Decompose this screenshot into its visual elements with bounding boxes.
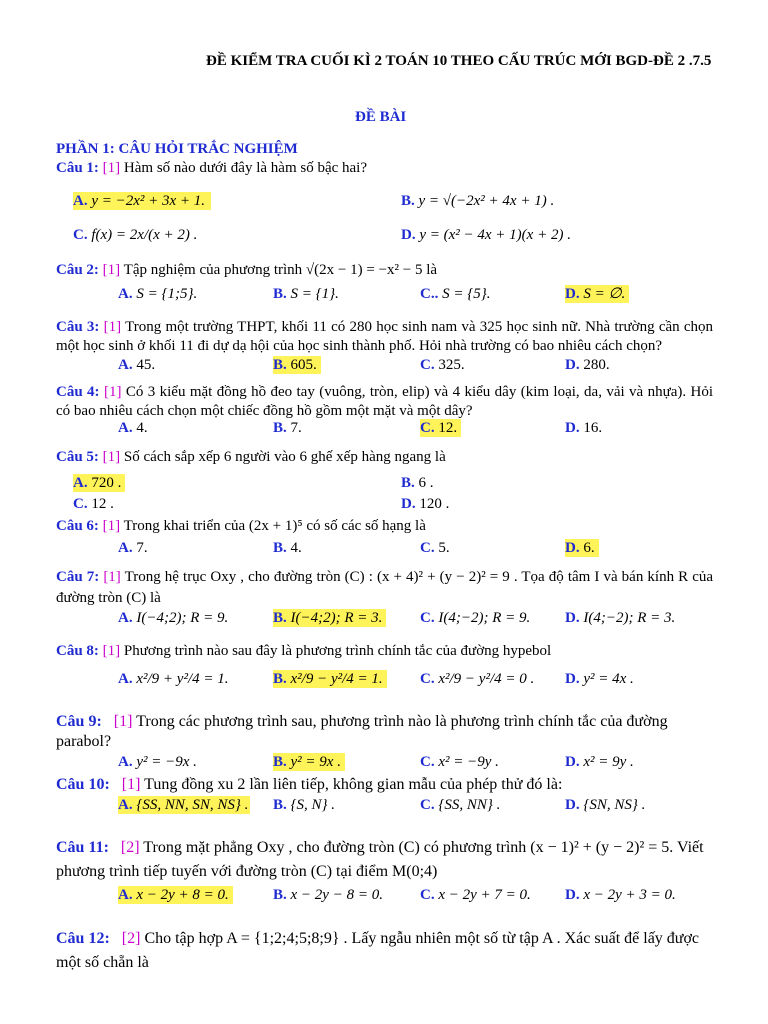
option-a[interactable]: A. 7. [118, 540, 148, 556]
option-a[interactable]: A. y = −2x² + 3x + 1. [73, 192, 211, 210]
question-12: Câu 12: [2] Cho tập hợp A = {1;2;4;5;8;9} . Lấy ngẫu nhiên một số từ tập A . Xác suất để lấy được một số chẵn là [56, 930, 700, 971]
option-a[interactable]: A. I(−4;2); R = 9. [118, 610, 229, 626]
option-b[interactable]: B. 4. [273, 540, 302, 556]
option-a[interactable]: A. 720 . [73, 474, 125, 492]
exam-title: ĐỀ KIỂM TRA CUỐI KÌ 2 TOÁN 10 THEO CẤU TRÚC MỚI BGD-ĐỀ 2 .7.5 [206, 53, 712, 69]
option-b[interactable]: B. y = √(−2x² + 4x + 1) . [401, 193, 555, 209]
option-d[interactable]: D. 120 . [401, 496, 450, 512]
question-7: Câu 7: [1] Trong hệ trục Oxy , cho đường tròn (C) : (x + 4)² + (y − 2)² = 9 . Tọa độ tâm I và bán kính R của đường tròn (C) là [56, 569, 714, 606]
option-b[interactable]: B. y² = 9x . [273, 753, 345, 771]
option-b[interactable]: B. 605. [273, 356, 321, 374]
option-d[interactable]: D. x − 2y + 3 = 0. [565, 887, 676, 903]
option-a[interactable]: A. y² = −9x . [118, 754, 197, 770]
option-a[interactable]: A. 45. [118, 357, 156, 373]
option-c[interactable]: C. x − 2y + 7 = 0. [420, 887, 531, 903]
option-b[interactable]: B. 6 . [401, 475, 434, 491]
question-text: Hàm số nào dưới đây là hàm số bậc hai? [123, 160, 367, 176]
option-c[interactable]: C. 325. [420, 357, 465, 373]
option-c[interactable]: C. 5. [420, 540, 450, 556]
option-b[interactable]: B. {S, N} . [273, 797, 336, 813]
option-b[interactable]: B. 7. [273, 420, 302, 436]
question-8: Câu 8: [1] Phương trình nào sau đây là phương trình chính tắc của đường hypebol [56, 643, 552, 659]
option-b[interactable]: B. x²/9 − y²/4 = 1. [273, 670, 387, 688]
option-a[interactable]: A. 4. [118, 420, 148, 436]
question-1 [56, 159, 367, 177]
option-d[interactable]: D. y = (x² − 4x + 1)(x + 2) . [401, 227, 571, 243]
option-b[interactable]: B. x − 2y − 8 = 0. [273, 887, 383, 903]
option-c[interactable]: C. 12. [420, 419, 461, 437]
option-d[interactable]: D. I(4;−2); R = 3. [565, 610, 676, 626]
option-d[interactable]: D. 280. [565, 357, 610, 373]
option-d[interactable]: D. {SN, NS} . [565, 797, 646, 813]
option-d[interactable]: D. x² = 9y . [565, 754, 634, 770]
option-a[interactable]: A. x − 2y + 8 = 0. [118, 886, 233, 904]
option-b[interactable]: B. S = {1}. [273, 286, 339, 302]
question-level: [1] [102, 160, 121, 176]
question-4: Câu 4: [1] Có 3 kiểu mặt đồng hồ đeo tay (vuông, tròn, elip) và 4 kiểu dây (kim loại, da, vải và nhựa). Hỏi có bao nhiêu cách chọn một chiếc đồng hồ gồm một mặt và một dây? [56, 384, 714, 419]
option-b[interactable]: B. I(−4;2); R = 3. [273, 609, 386, 627]
question-3: Câu 3: [1] Trong một trường THPT, khối 11 có 280 học sinh nam và 325 học sinh nữ. Nhà trường cần chọn một học sinh ở khối 11 đi dự dạ hội của học sinh thành phố. Hỏi nhà trường có bao nhiêu cách chọn? [56, 319, 714, 354]
question-2: Câu 2: [1] Tập nghiệm của phương trình √(2x − 1) = −x² − 5 là [56, 262, 438, 278]
question-10: Câu 10: [1] Tung đồng xu 2 lần liên tiếp, không gian mẫu của phép thử đó là: [56, 776, 563, 793]
option-a[interactable]: A. {SS, NN, SN, NS} . [118, 797, 249, 813]
question-9: Câu 9: [1] Trong các phương trình sau, phương trình nào là phương trình chính tắc của đường parabol? [56, 713, 668, 750]
question-6: Câu 6: [1] Trong khai triển của (2x + 1)⁵ có số các số hạng là [56, 518, 426, 534]
option-d[interactable]: D. 16. [565, 420, 603, 436]
option-d[interactable]: D. 6. [565, 539, 599, 557]
option-c[interactable]: C. 12 . [73, 496, 114, 512]
option-c[interactable]: C. x²/9 − y²/4 = 0 . [420, 671, 535, 687]
question-5: Câu 5: [1] Số cách sắp xếp 6 người vào 6 ghế xếp hàng ngang là [56, 449, 446, 465]
option-c[interactable]: C. x² = −9y . [420, 754, 499, 770]
option-d[interactable]: D. S = ∅. [565, 285, 629, 303]
option-c[interactable]: C.. S = {5}. [420, 286, 491, 302]
question-11: Câu 11: [2] Trong mặt phẳng Oxy , cho đường tròn (C) có phương trình (x − 1)² + (y − 2)² = 5. Viết phương trình tiếp tuyến với đường tròn (C) tại điểm M(0;4) [56, 839, 704, 880]
section-heading: PHẦN 1: CÂU HỎI TRẮC NGHIỆM [56, 141, 298, 157]
option-a[interactable]: A. S = {1;5}. [118, 286, 198, 302]
option-d[interactable]: D. y² = 4x . [565, 671, 634, 687]
option-a[interactable]: A. x²/9 + y²/4 = 1. [118, 671, 229, 687]
question-label: Câu 1: [56, 160, 99, 176]
option-c[interactable]: C. f(x) = 2x/(x + 2) . [73, 227, 198, 243]
subtitle: ĐỀ BÀI [355, 109, 407, 125]
option-c[interactable]: C. I(4;−2); R = 9. [420, 610, 531, 626]
option-c[interactable]: C. {SS, NN} . [420, 797, 501, 813]
